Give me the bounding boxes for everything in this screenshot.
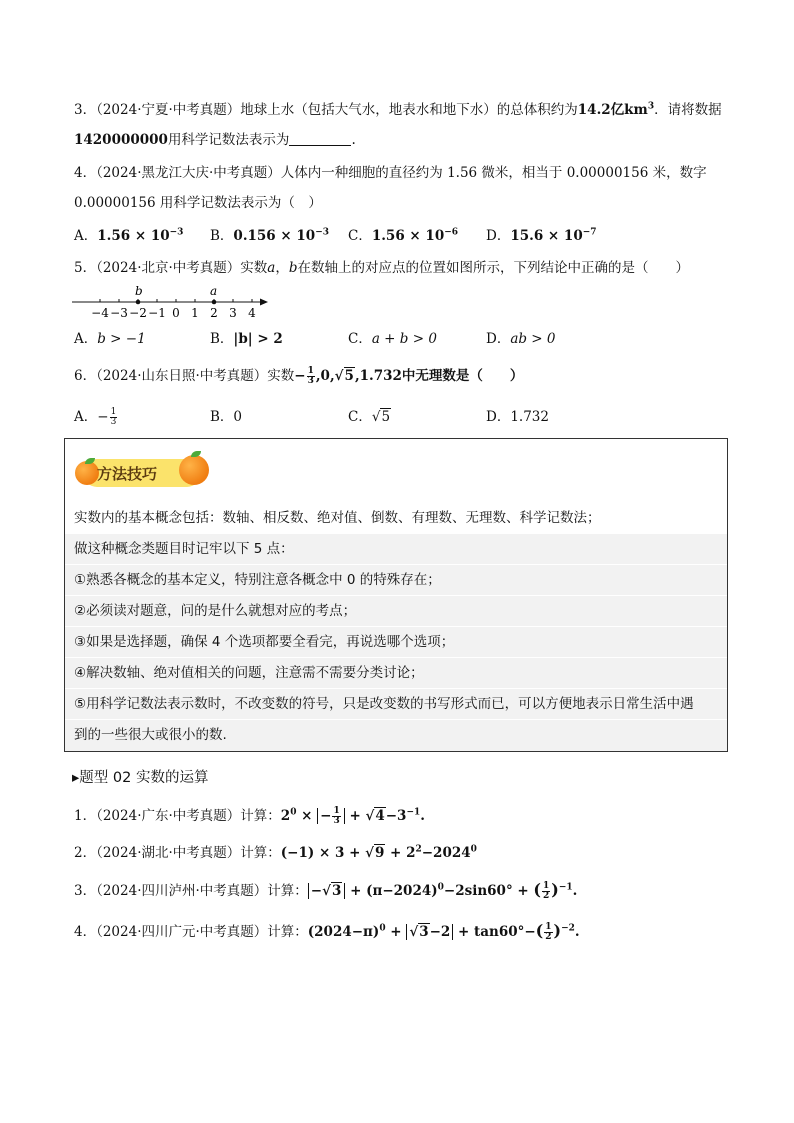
question-3-line-1: 3．（2024·宁夏·中考真题）地球上水（包括大气水，地表水和地下水）的总体积约为14.2亿$km^3$．请将数据 xyxy=(74,101,722,118)
q5-option-d[interactable]: D．ab > 0 xyxy=(486,331,556,347)
point-a xyxy=(212,300,217,305)
tips-row: 到的一些很大或很小的数. xyxy=(65,720,727,751)
tips-row: ⑤用科学记数法表示数时，不改变数的符号，只是改变数的书写形式而已，可以方便地表示日常生活中遇 xyxy=(65,689,727,719)
tips-row: 实数内的基本概念包括：数轴、相反数、绝对值、倒数、有理数、无理数、科学记数法； xyxy=(74,510,601,526)
q6-option-d[interactable]: D．1.732 xyxy=(486,409,549,425)
q3-value: 14.2亿km xyxy=(577,102,648,118)
q4-option-c[interactable]: C．$1.56 \times 10^{-6}$ xyxy=(348,227,459,244)
tips-row: ③如果是选择题，确保 4 个选项都要全看完，再说选哪个选项； xyxy=(65,627,727,657)
q4-option-d[interactable]: D．$15.6 \times 10^{-7}$ xyxy=(486,227,597,244)
calc-question-4: 4．（2024·四川广元·中考真题）计算：$(2024-\pi)^0 + √3-2 + \tan 60^\circ-$( $\frac{1}{2}$ )$^{-2}$. xyxy=(74,921,580,942)
axis-tick-label: −4 xyxy=(91,306,109,320)
q6-option-b[interactable]: B．0 xyxy=(210,409,243,425)
axis-tick-label: 0 xyxy=(172,306,180,320)
axis-tick-label: 4 xyxy=(248,306,256,320)
tips-row: ②必须读对题意，问的是什么就想对应的考点； xyxy=(65,596,727,626)
question-4-line-1: 4．（2024·黑龙江大庆·中考真题）人体内一种细胞的直径约为 1.56 微米，相当于 0.00000156 米，数字 xyxy=(74,165,707,181)
question-3-line-2: 1420000000用科学记数法表示为 . xyxy=(74,132,356,148)
axis-tick-label: −1 xyxy=(148,306,166,320)
axis-tick-label: −3 xyxy=(110,306,128,320)
answer-blank[interactable] xyxy=(289,131,351,146)
orange-icon xyxy=(179,455,209,485)
point-b xyxy=(136,300,141,305)
axis-tick-label: 2 xyxy=(210,306,218,320)
calc-question-1: 1．（2024·广东·中考真题）计算：$2^0$ × − $\frac{1}{3}$ + $√4-3^{-1}$. xyxy=(74,806,425,826)
q6-option-a[interactable]: A．− $\frac{1}{3}$ xyxy=(74,407,117,427)
question-5-stem: 5．（2024·北京·中考真题）实数a，b在数轴上的对应点的位置如图所示，下列结论中正确的是（ ） xyxy=(74,260,689,276)
axis-tick-label: 3 xyxy=(229,306,237,320)
tips-row: 做这种概念类题目时记牢以下 5 点： xyxy=(65,534,727,564)
orange-icon xyxy=(75,461,99,485)
point-a-label: a xyxy=(210,284,218,298)
tips-row: ①熟悉各概念的基本定义，特别注意各概念中 0 的特殊存在； xyxy=(65,565,727,595)
tips-row: ④解决数轴、绝对值相关的问题，注意需不需要分类讨论； xyxy=(65,658,727,688)
section-title: ▸题型 02 实数的运算 xyxy=(72,770,209,786)
method-tips-box xyxy=(64,438,728,752)
q5-option-a[interactable]: A．b > −1 xyxy=(74,331,146,347)
calc-question-2: 2．（2024·湖北·中考真题）计算：$(-1) \times 3 + √9 + 2^2-2024^0$ xyxy=(74,844,477,861)
number-line xyxy=(70,282,270,322)
q4-option-b[interactable]: B．$0.156 \times 10^{-3}$ xyxy=(210,227,330,244)
tips-badge-label: 方法技巧 xyxy=(97,465,158,483)
calc-question-3: 3．（2024·四川泸州·中考真题）计算： $-√3 + (\pi-2024)^0-2\sin 60^\circ$ + ( $\frac{1}{2}$ )$^{-1}$. xyxy=(74,880,578,901)
q6-option-c[interactable]: C．√5 xyxy=(348,409,391,425)
point-b-label: b xyxy=(135,284,143,298)
q5-option-b[interactable]: B．|b| > 2 xyxy=(210,331,283,347)
q3-number: 1420000000 xyxy=(74,132,168,148)
tips-badge xyxy=(75,453,205,493)
question-4-line-2: 0.00000156 用科学记数法表示为（ ） xyxy=(74,195,322,211)
question-6-stem: 6．（2024·山东日照·中考真题）实数− $\frac{1}{3}$ ,0,√5,1.732中无理数是（ ） xyxy=(74,366,524,386)
q4-option-a[interactable]: A．$1.56 \times 10^{-3}$ xyxy=(74,227,184,244)
axis-tick-label: −2 xyxy=(129,306,147,320)
q5-option-c[interactable]: C．a + b > 0 xyxy=(348,331,437,347)
axis-tick-label: 1 xyxy=(191,306,199,320)
